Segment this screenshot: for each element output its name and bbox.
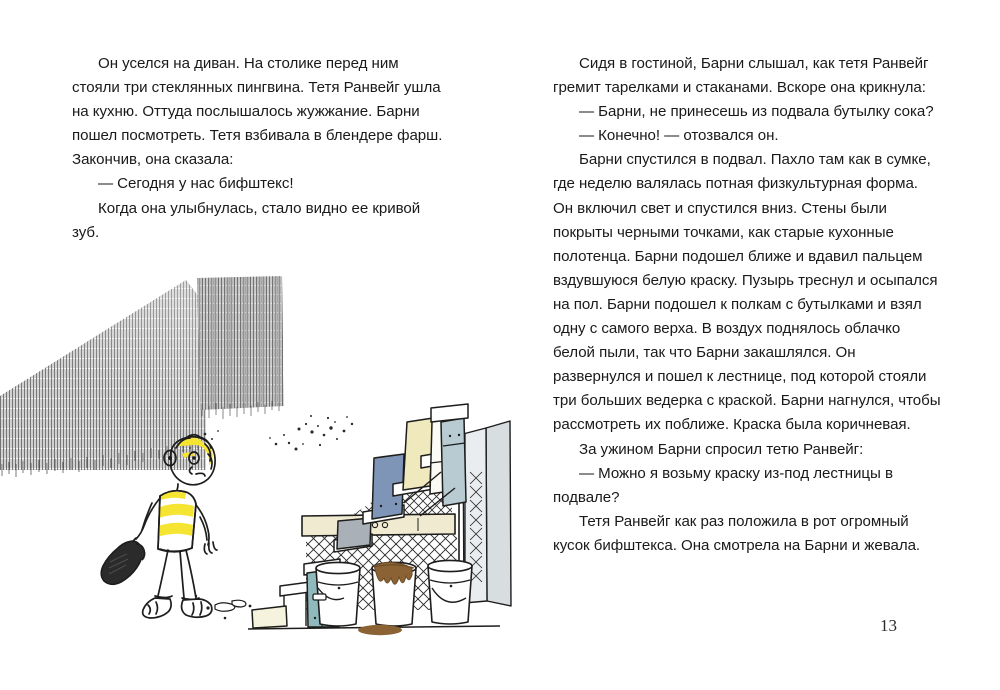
paragraph-dialogue: — Барни, не принесешь из подвала бутылку сока? [579,103,934,121]
chapter-illustration [0,258,530,638]
paint-tray [252,606,287,628]
paint-bucket [428,560,472,624]
juice-bottle [101,541,144,584]
paragraph: За ужином Барни спросил тетю Ранвейг: [579,440,864,458]
paragraph: Он уселся на диван. На столике перед ним стояли три стеклянных пингвина. Тетя Ранвейг ушла на кухню. Оттуда послышалось жужжание. Барни пошел посмотреть. Тетя взбивала в блендере фарш. Закончив, она сказала: [72,55,443,169]
paint-bucket [313,562,360,626]
paint-buckets [313,560,472,635]
paragraph-dialogue: — Сегодня у нас бифштекс! [98,175,294,193]
floating-dust-specks [182,415,353,451]
paragraph: Сидя в гостиной, Барни слышал, как тетя Ранвейг гремит тарелками и стаканами. Вскоре она крикнула: [553,55,929,97]
hatched-wall-shadow [0,272,216,478]
paragraph: Когда она улыбнулась, стало видно ее кривой зуб. [72,199,421,241]
paragraph: Тетя Ранвейг как раз положила в рот огромный кусок бифштекса. Она смотрела на Барни и жевала. [553,512,921,554]
brown-paint-spill [358,625,402,635]
paragraph-dialogue: — Конечно! — отозвался он. [579,127,779,145]
paragraph-dialogue: — Можно я возьму краску из-под лестницы в подвале? [553,464,893,506]
hatched-wall-block [195,272,287,419]
page-number: 13 [880,616,897,635]
paragraph: Барни спустился в подвал. Пахло там как в сумке, где неделю валялась потная физкультурная форма. Он включил свет и спустился вниз. Стены были покрыты черными точками, как старые кухонные полотенца. Барни подошел ближе и вдавил пальцем вздувшуюся белую краску. Пузырь треснул и осыпался на пол. Барни подошел к полкам с бутылками и взял одну с самого верха. В воздух поднялось облачко белой пыли, так что Барни закашлялся. Он развернулся и пошел к лестнице, под которой стояли три больших ведерка с краской. Барни нагнулся, чтобы рассмотреть их поближе. Краска была коричневая. [553,151,941,434]
right-text-column [553,52,941,558]
left-text-column [72,52,450,245]
